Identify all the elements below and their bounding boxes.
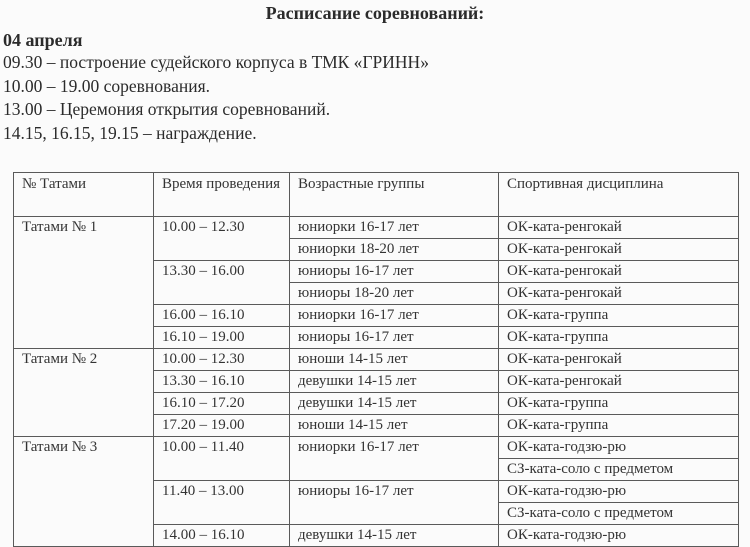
header-tatami: № Татами xyxy=(14,173,154,217)
header-discipline: Спортивная дисциплина xyxy=(499,173,739,217)
discipline-cell: СЗ-ката-соло с предметом xyxy=(499,503,739,525)
age-group-cell: юноши 14-15 лет xyxy=(290,349,499,371)
table-header-row xyxy=(14,173,739,217)
schedule-table xyxy=(13,172,739,547)
discipline-cell: ОК-ката-годзю-рю xyxy=(499,481,739,503)
age-group-cell: юниорки 16-17 лет xyxy=(290,305,499,327)
table-row xyxy=(14,349,739,371)
time-cell: 11.40 – 13.00 xyxy=(154,481,290,525)
header-time: Время проведения xyxy=(154,173,290,217)
time-cell: 16.00 – 16.10 xyxy=(154,305,290,327)
discipline-cell: ОК-ката-группа xyxy=(499,327,739,349)
tatami-cell: Татами № 2 xyxy=(14,349,154,437)
age-group-cell: юниорки 16-17 лет xyxy=(290,217,499,239)
discipline-cell: ОК-ката-ренгокай xyxy=(499,239,739,261)
age-group-cell: юниорки 18-20 лет xyxy=(290,239,499,261)
header-age-groups: Возрастные группы xyxy=(290,173,499,217)
time-cell: 16.10 – 19.00 xyxy=(154,327,290,349)
age-group-cell: юниоры 16-17 лет xyxy=(290,327,499,349)
discipline-cell: ОК-ката-группа xyxy=(499,393,739,415)
time-cell: 13.30 – 16.10 xyxy=(154,371,290,393)
discipline-cell: ОК-ката-ренгокай xyxy=(499,349,739,371)
discipline-cell: ОК-ката-годзю-рю xyxy=(499,525,739,547)
age-group-cell: юниоры 16-17 лет xyxy=(290,261,499,283)
time-cell: 14.00 – 16.10 xyxy=(154,525,290,547)
time-cell: 10.00 – 12.30 xyxy=(154,217,290,261)
event-line: 13.00 – Церемония открытия соревнований. xyxy=(3,99,331,119)
age-group-cell: юниорки 16-17 лет xyxy=(290,437,499,481)
discipline-cell: ОК-ката-ренгокай xyxy=(499,261,739,283)
age-group-cell: юниоры 18-20 лет xyxy=(290,283,499,305)
age-group-cell: девушки 14-15 лет xyxy=(290,525,499,547)
discipline-cell: СЗ-ката-соло с предметом xyxy=(499,459,739,481)
time-cell: 17.20 – 19.00 xyxy=(154,415,290,437)
time-cell: 16.10 – 17.20 xyxy=(154,393,290,415)
event-line: 14.15, 16.15, 19.15 – награждение. xyxy=(3,122,257,143)
age-group-cell: девушки 14-15 лет xyxy=(290,393,499,415)
table-row xyxy=(14,437,739,459)
time-cell: 10.00 – 11.40 xyxy=(154,437,290,481)
table-row xyxy=(14,217,739,239)
page-title: Расписание соревнований: xyxy=(265,3,485,23)
time-cell: 10.00 – 12.30 xyxy=(154,349,290,371)
date-heading: 04 апреля xyxy=(3,30,83,50)
time-cell: 13.30 – 16.00 xyxy=(154,261,290,305)
age-group-cell: юниоры 16-17 лет xyxy=(290,481,499,525)
discipline-cell: ОК-ката-годзю-рю xyxy=(499,437,739,459)
discipline-cell: ОК-ката-группа xyxy=(499,415,739,437)
event-line: 10.00 – 19.00 соревнования. xyxy=(3,75,210,96)
age-group-cell: девушки 14-15 лет xyxy=(290,371,499,393)
discipline-cell: ОК-ката-группа xyxy=(499,305,739,327)
discipline-cell: ОК-ката-ренгокай xyxy=(499,371,739,393)
tatami-cell: Татами № 1 xyxy=(14,217,154,349)
discipline-cell: ОК-ката-ренгокай xyxy=(499,217,739,239)
age-group-cell: юноши 14-15 лет xyxy=(290,415,499,437)
event-line: 09.30 – построение судейского корпуса в ТМК «ГРИНН» xyxy=(3,52,429,72)
schedule-body xyxy=(14,217,739,547)
event-list xyxy=(3,51,429,145)
discipline-cell: ОК-ката-ренгокай xyxy=(499,283,739,305)
tatami-cell: Татами № 3 xyxy=(14,437,154,547)
